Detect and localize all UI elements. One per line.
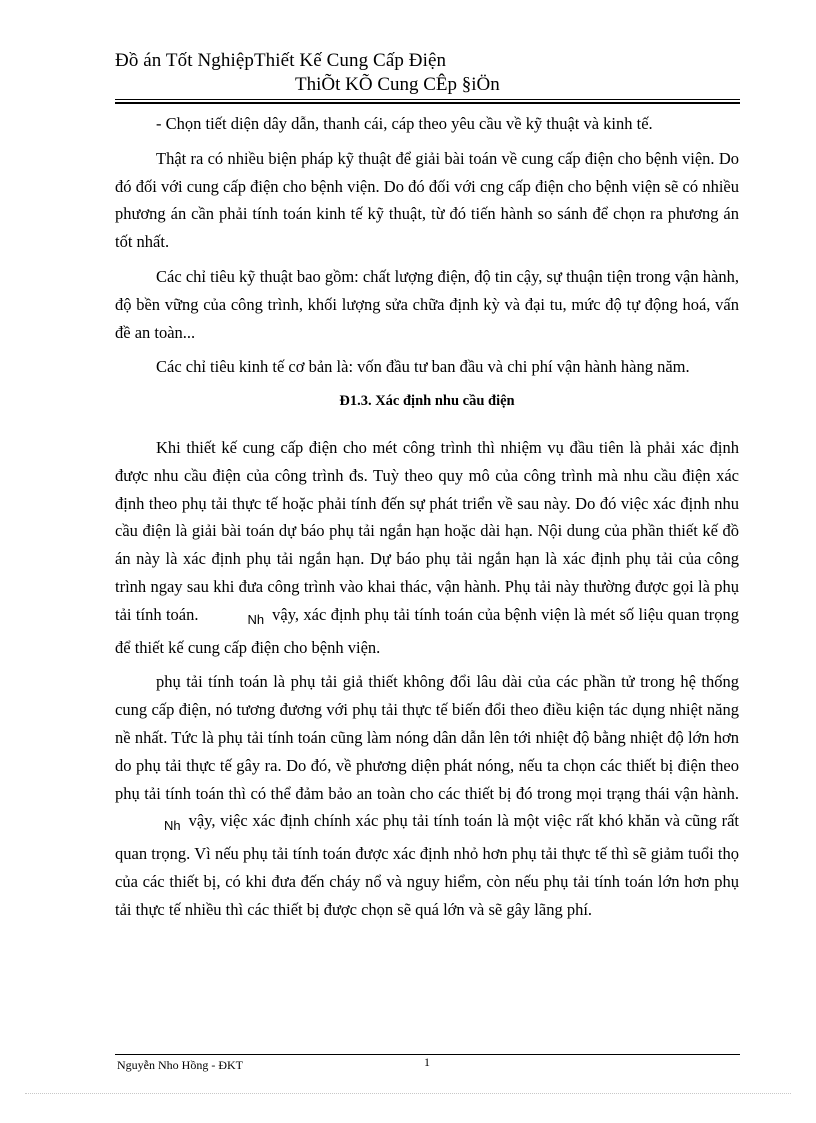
paragraph-4-text-b: vậy, xác định phụ tải tính toán của bệnh viện là mét số liệu quan trọng để thiết kế cung cấp điện cho bệnh viện. <box>115 604 739 657</box>
paragraph-5 <box>115 668 739 923</box>
header-divider-thick <box>115 102 740 104</box>
page-header <box>115 50 740 96</box>
paragraph-3: Các chỉ tiêu kinh tế cơ bản là: vốn đầu tư ban đầu và chi phí vận hành hàng năm. <box>156 357 690 377</box>
section-title: Đ1.3. Xác định nhu cầu điện <box>339 393 515 410</box>
paragraph-2: Các chỉ tiêu kỹ thuật bao gồm: chất lượng điện, độ tin cậy, sự thuận tiện trong vận hành, độ bền vững của công trình, khối lượng sửa chữa định kỳ và đại tu, mức độ tự động hoá, vấn đề an toàn... <box>115 266 739 342</box>
paragraph-4 <box>115 434 739 661</box>
paragraph-1: Thật ra có nhiều biện pháp kỹ thuật để giải bài toán về cung cấp điện cho bệnh viện. Do đó đối với cung cấp điện cho bệnh viện. Do đó đối với cng cấp điện cho bệnh viện sẽ có nhiều phương án cần phải tính toán kinh tế kỹ thuật, từ đó tiến hành so sánh để chọn ra phương án tốt nhất. <box>115 148 739 252</box>
document-body <box>115 110 739 931</box>
footer-author: Nguyễn Nho Hồng - ĐKT <box>117 1058 243 1072</box>
paragraph-5-text-b: vậy, việc xác định chính xác phụ tải tính toán là một việc rất khó khăn và cũng rất quan trọng. Vì nếu phụ tải tính toán được xác định nhỏ hơn phụ tải thực tế thì sẽ giảm tuổi thọ của các thiết bị, có khi đưa đến cháy nổ và nguy hiểm, còn nếu phụ tải tính toán lớn hơn phụ tải thực tế nhiều thì các thiết bị được chọn sẽ quá lớn và sẽ gây lãng phí. <box>115 811 739 919</box>
page-bottom-border <box>25 1093 791 1094</box>
header-divider-thin <box>115 99 740 100</box>
paragraph-4-text-a: Khi thiết kế cung cấp điện cho mét công trình thì nhiệm vụ đầu tiên là phải xác định được nhu cầu điện của công trình đs. Tuỳ theo quy mô của công trình mà nhu cầu điện xác định theo phụ tải thực tế hoặc phải tính đến sự phát triển về sau này. Do đó việc xác định nhu cầu điện là giải bài toán dự báo phụ tải ngắn hạn hoặc dài hạn. Nội dung của phần thiết kế đồ án này là xác định phụ tải ngắn hạn. Dự báo phụ tải ngắn hạn là xác định phụ tải của công trình ngay sau khi đưa công trình vào khai thác, vận hành. Phụ tải này thường được gọi là phụ tải tính toán. <box>115 437 739 624</box>
header-subtitle: ThiÕt KÕ Cung CÊp §iÖn <box>295 74 500 95</box>
paragraph-5-text-a: phụ tải tính toán là phụ tải giả thiết không đổi lâu dài của các phần tử trong hệ thống cung cấp điện, nó tương đương với phụ tải thực tế biến đổi theo điều kiện tác dụng nhiệt năng nề nhất. Tức là phụ tải tính toán cũng làm nóng dân dẫn lên tới nhiệt độ bằng nhiệt độ lớn hơn do phụ tải thực tế gây ra. Do đó, về phương diện phát nóng, nếu ta chọn các thiết bị điện theo phụ tải tính toán thì có thể đảm bảo an toàn cho các thiết bị đó trong mọi trạng thái vận hành. <box>115 672 739 803</box>
paragraph-4-nh: Nh <box>247 611 265 627</box>
paragraph-5-nh: Nh <box>164 818 181 834</box>
header-title: Đồ án Tốt NghiệpThiết Kế Cung Cấp Điện <box>115 50 447 71</box>
bullet-item: - Chọn tiết diện dây dẫn, thanh cái, cáp theo yêu cầu về kỹ thuật và kinh tế. <box>156 114 653 133</box>
page-number: 1 <box>424 1055 430 1069</box>
